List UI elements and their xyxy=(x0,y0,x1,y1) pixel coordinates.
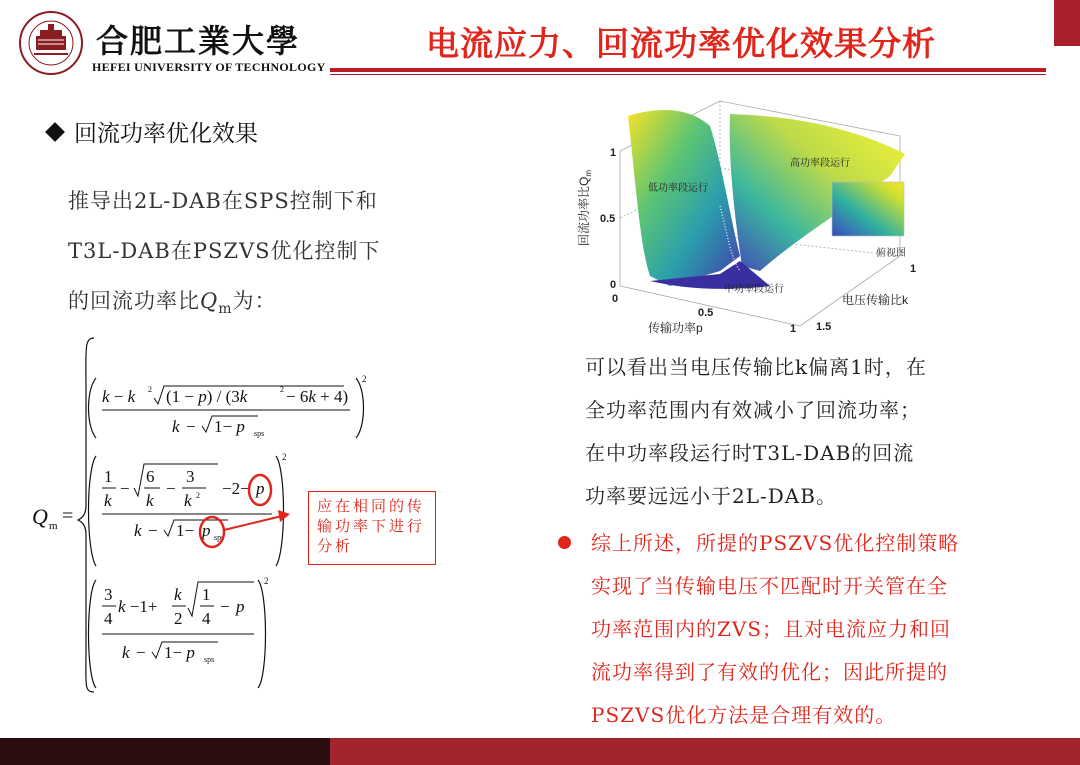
svg-text:6: 6 xyxy=(146,467,155,486)
svg-text:1: 1 xyxy=(104,467,113,486)
svg-text:−: − xyxy=(148,521,158,540)
university-seal-icon xyxy=(18,10,84,76)
university-name-en: HEFEI UNIVERSITY OF TECHNOLOGY xyxy=(92,60,326,74)
right-paragraph-line-4: 功率要远远小于2L-DAB。 xyxy=(585,484,837,508)
svg-text:3: 3 xyxy=(104,585,113,604)
svg-text:2: 2 xyxy=(280,385,284,394)
formula-case-2 xyxy=(89,452,291,566)
svg-text:2: 2 xyxy=(362,374,367,384)
svg-text:−: − xyxy=(120,479,130,498)
svg-text:−: − xyxy=(220,597,230,616)
svg-text:sps: sps xyxy=(254,429,265,438)
svg-text:2: 2 xyxy=(264,576,269,586)
title-rule xyxy=(330,68,1046,72)
svg-text:−: − xyxy=(186,417,196,436)
svg-text:k: k xyxy=(174,585,182,604)
svg-text:(1 − p) / (3k: (1 − p) / (3k xyxy=(166,387,248,406)
svg-text:2: 2 xyxy=(282,452,287,462)
svg-text:p: p xyxy=(236,597,245,616)
svg-text:2: 2 xyxy=(174,609,183,628)
z-axis-label: 回流功率比$Q_m$ xyxy=(577,169,593,246)
qm-subscript: m xyxy=(218,301,233,318)
university-name: 合肥工業大學 xyxy=(96,22,301,60)
x-tick-05: 0.5 xyxy=(698,307,714,319)
surface-left-wing xyxy=(628,110,740,286)
svg-text:4: 4 xyxy=(104,609,113,628)
z-tick-0: 0 xyxy=(610,279,617,291)
inset-top-view xyxy=(832,182,906,259)
right-paragraph xyxy=(585,346,985,518)
conclusion-line-3: 功率范围内的ZVS；且对电流应力和回 xyxy=(591,617,952,641)
svg-text:k −1+: k −1+ xyxy=(118,597,158,616)
svg-text:=: = xyxy=(62,505,74,527)
corner-decoration xyxy=(1054,0,1080,46)
svg-text:3: 3 xyxy=(186,467,195,486)
right-paragraph-line-3: 在中功率段运行时T3L-DAB的回流 xyxy=(585,441,915,465)
formula-lhs: Q xyxy=(32,504,48,529)
diamond-bullet-icon xyxy=(45,122,65,142)
y-tick-15: 1.5 xyxy=(816,321,832,333)
left-paragraph-line-1: 推导出2L-DAB在SPS控制下和 xyxy=(68,189,378,213)
qm-symbol: Q xyxy=(200,289,219,313)
formula-brace xyxy=(78,338,94,692)
svg-text:2: 2 xyxy=(148,385,152,394)
svg-text:k: k xyxy=(146,491,154,510)
svg-text:−2−: −2− xyxy=(222,479,250,498)
formula-case-1 xyxy=(89,374,367,438)
y-axis-label: 电压传输比k xyxy=(842,293,909,307)
x-tick-0: 0 xyxy=(612,293,619,305)
svg-text:1− p: 1− p xyxy=(214,417,245,436)
svg-text:− 6k + 4): − 6k + 4) xyxy=(286,387,349,406)
right-paragraph-line-2: 全功率范围内有效减小了回流功率； xyxy=(585,398,921,422)
x-tick-1: 1 xyxy=(790,323,797,335)
svg-text:−: − xyxy=(136,643,146,662)
formula-case-3 xyxy=(89,576,269,688)
left-paragraph-line-2: T3L-DAB在PSZVS优化控制下 xyxy=(68,239,381,263)
svg-text:m: m xyxy=(49,520,58,532)
conclusion-line-2: 实现了当传输电压不匹配时开关管在全 xyxy=(591,574,948,598)
red-bullet-icon xyxy=(558,536,571,549)
conclusion-line-4: 流功率得到了有效的优化；因此所提的 xyxy=(591,660,948,684)
conclusion-text xyxy=(591,522,1001,737)
svg-text:k − k: k − k xyxy=(102,387,136,406)
conclusion-line-5: PSZVS优化方法是合理有效的。 xyxy=(591,703,897,727)
surface-chart xyxy=(570,96,950,342)
section-heading xyxy=(48,115,258,148)
svg-text:k: k xyxy=(122,643,130,662)
z-tick-05: 0.5 xyxy=(600,213,616,225)
title-rule-thin xyxy=(330,74,1046,75)
svg-text:k: k xyxy=(172,417,180,436)
slide-header xyxy=(0,0,1080,80)
footer-bar-dark xyxy=(0,738,330,765)
callout-arrow xyxy=(224,516,282,530)
svg-text:k: k xyxy=(184,491,192,510)
annotation-low-power: 低功率段运行 xyxy=(648,183,708,194)
svg-text:k: k xyxy=(134,521,142,540)
z-tick-1: 1 xyxy=(610,147,617,159)
section-heading-text: 回流功率优化效果 xyxy=(74,121,258,147)
svg-text:sps: sps xyxy=(204,655,215,664)
y-tick-1: 1 xyxy=(910,263,917,275)
svg-text:sps: sps xyxy=(214,533,225,542)
slide-title: 电流应力、回流功率优化效果分析 xyxy=(426,24,936,63)
svg-text:p: p xyxy=(202,521,211,540)
right-paragraph-line-1: 可以看出当电压传输比k偏离1时，在 xyxy=(585,355,927,379)
svg-text:−: − xyxy=(166,479,176,498)
svg-text:2: 2 xyxy=(196,491,200,500)
svg-text:p: p xyxy=(256,479,265,498)
left-paragraph xyxy=(68,176,418,334)
university-logo xyxy=(18,10,328,76)
left-paragraph-prefix: 的回流功率比 xyxy=(68,289,200,313)
annotation-high-power: 高功率段运行 xyxy=(790,158,850,169)
svg-text:4: 4 xyxy=(202,609,211,628)
left-paragraph-line-3 xyxy=(68,276,418,334)
svg-text:1− p: 1− p xyxy=(164,643,195,662)
svg-text:k: k xyxy=(104,491,112,510)
annotation-mid-power: 中功率段运行 xyxy=(724,284,784,295)
x-axis-label: 传输功率p xyxy=(648,321,703,335)
svg-text:1−: 1− xyxy=(176,521,195,540)
callout-box: 应在相同的传输功率下进行分析 xyxy=(308,491,436,565)
svg-text:1: 1 xyxy=(202,585,211,604)
inset-label: 俯视图 xyxy=(876,248,906,259)
left-paragraph-suffix: 为： xyxy=(232,289,277,313)
conclusion-line-1: 综上所述，所提的PSZVS优化控制策略 xyxy=(591,531,960,555)
